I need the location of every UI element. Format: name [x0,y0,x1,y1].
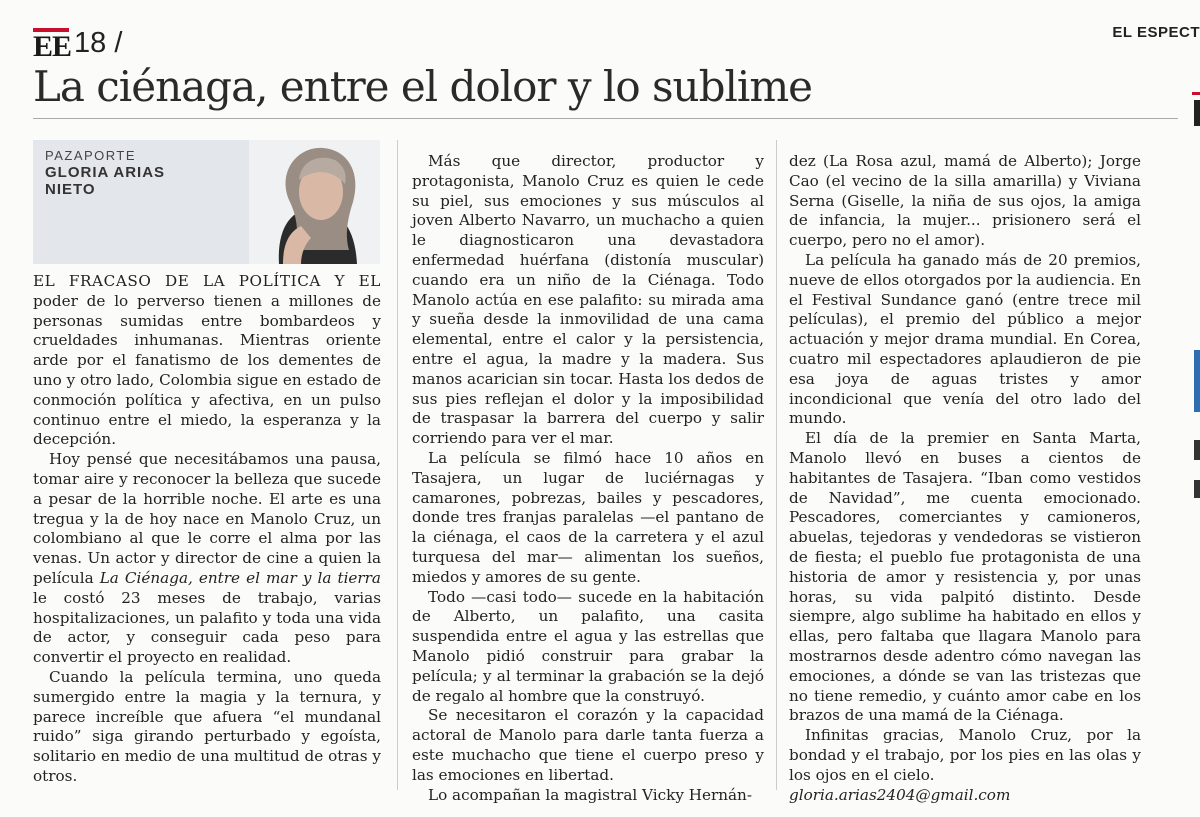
paragraph: Infinitas gracias, Manolo Cruz, por la bondad y el trabajo, por los pies en las olas y los ojos en el cielo. [789,726,1141,784]
page-number: 18 / [74,27,123,59]
paragraph: poder de lo perverso tienen a millones de personas sumidas entre bombardeos y crueldades inhumanas. Mientras oriente arde por el fanatismo de los dementes de uno y otro lado, Colombia sigue en estado de conmoción política y afectiva, en un pulso continuo entre el miedo, la esperanza y la decepción. [33,291,381,449]
author-photo [249,140,380,264]
paragraph: Lo acompañan la magistral Vicky Hernán- [428,785,752,804]
paragraph: La película se filmó hace 10 años en Tasajera, un lugar de luciérnagas y camarones, pobrezas, bailes y pescadores, donde tres franjas paralelas —el pantano de la ciénaga, el caos de la carretera y el azul turquesa del mar— alimentan los sueños, miedos y amores de su gente. [412,448,764,586]
paragraph: Más que director, productor y protagonista, Manolo Cruz es quien le cede su piel, sus emociones y sus músculos al joven Alberto Navarro, un muchacho a quien le diagnosticaron una devastadora enfermedad huérfana (distonía muscular) cuando era un niño de la Ciénaga. Todo Manolo actúa en ese palafito: su mirada ama y sueña desde la inmovilidad de una cama elemental, entre el calor y la persistencia, entre el agua, la madre y la madera. Sus manos acarician sin tocar. Hasta los dedos de sus pies reflejan el dolor y la imposibilidad de traspasar la barrera del cuerpo y salir corriendo para ver el mar. [412,152,764,448]
paragraph: Se necesitaron el corazón y la capacidad actoral de Manolo para darle tanta fuerza a este muchacho que tiene el cuerpo preso y las emociones en libertad. [412,706,764,784]
author-email[interactable]: gloria.arias2404@gmail.com [789,785,1011,804]
column-divider [397,140,398,790]
film-title: La Ciénaga, entre el mar y la tierra [99,568,381,587]
article-column-1 [33,272,381,787]
newspaper-name: EL ESPECT [1112,24,1200,41]
headline-divider [33,118,1178,119]
newspaper-logo: EE [33,30,72,63]
author-name: GLORIA ARIAS NIETO [45,164,166,198]
paragraph: Todo —casi todo— sucede en la habitación de Alberto, un palafito, una casita suspendida entre el agua y las estrellas que Manolo pidió construir para grabar la película; y al terminar la grabación se la dejó de regalo al hombre que la construyó. [412,587,764,705]
paragraph: le costó 23 meses de trabajo, varias hospitalizaciones, un palafito y toda una vida de actor, y conseguir cada peso para convertir el proyecto en realidad. [33,588,381,667]
lead-in-caps: EL FRACASO DE LA POLÍTICA Y EL [33,272,381,290]
paragraph: La película ha ganado más de 20 premios, nueve de ellos otorgados por la audiencia. En el Festival Sundance ganó (entre trece mil películas), el premio del público a mejor actuación y mejor drama mundial. En Corea, cuatro mil espectadores aplaudieron de pie esa joya de aguas tristes y amor incondicional que venía del otro lado del mundo. [789,250,1141,428]
paragraph: Hoy pensé que necesitábamos una pausa, tomar aire y reconocer la belleza que sucede a pesar de la horrible noche. El arte es una tregua y la de hoy nace en Manolo Cruz, un colombiano al que le corre el alma por las venas. Un actor y director de cine a quien la película [33,450,381,587]
paragraph: dez (La Rosa azul, mamá de Alberto); Jorge Cao (el vecino de la silla amarilla) y Viviana Serna (Giselle, la niña de sus ojos, la amiga de infancia, la mujer... prisionero será el cuerpo, pero no el amor). [789,152,1141,250]
paragraph: Cuando la película termina, uno queda sumergido entre la magia y la ternura, y parece increíble que afuera “el mundanal ruido” siga girando perturbado y egoísta, solitario en medio de una multitud de otras y otros. [33,667,381,785]
article-headline: La ciénaga, entre el dolor y lo sublime [33,62,813,111]
author-box [33,140,380,264]
column-divider [776,140,777,790]
adjacent-page-edge [1186,60,1200,817]
column-section-label: PAZAPORTE [45,148,137,163]
paragraph: El día de la premier en Santa Marta, Manolo llevó en buses a cientos de habitantes de Tasajera. “Iban como vestidos de Navidad”, me cuenta emocionado. Pescadores, comerciantes y camioneros, abuelas, tejedoras y vendedoras se vistieron de fiesta; el pueblo fue protagonista de una historia de amor y resistencia y, por unas horas, su vida palpitó distinto. Desde siempre, algo sublime ha habitado en ellos y ellas, pero faltaba que llagara Manolo para mostrarnos desde adentro cómo navegan las emociones, a dónde se van las tristezas que no tiene remedio, y cuánto amor cabe en los brazos de una mamá de la Ciénaga. [789,429,1141,725]
article-column-3 [789,152,1141,805]
article-column-2 [412,152,764,805]
